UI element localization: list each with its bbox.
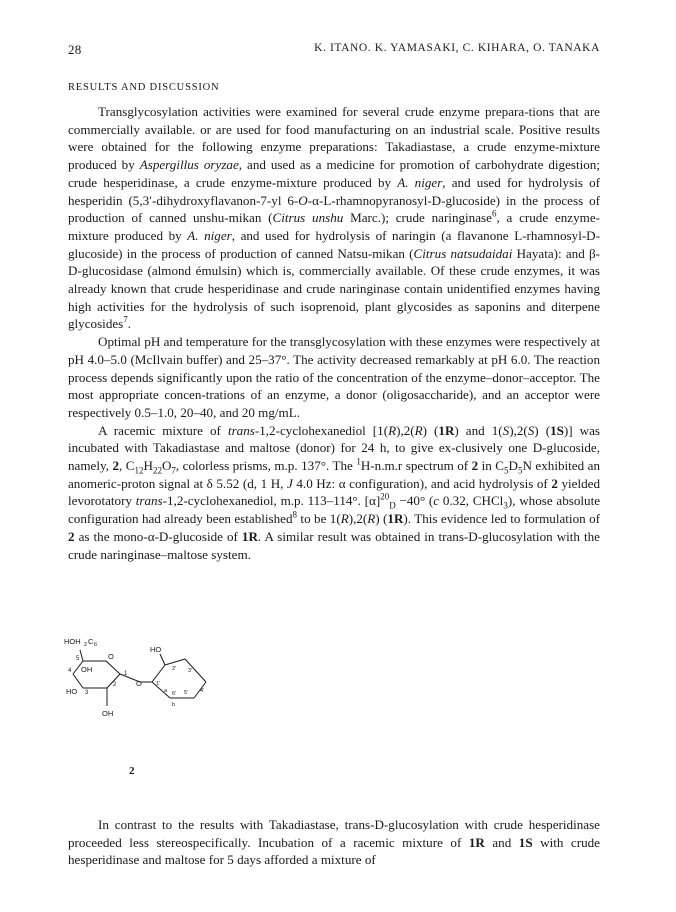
running-head: K. ITANO. K. YAMASAKI, C. KIHARA, O. TANAKA	[314, 42, 600, 54]
paragraph-2: Optimal pH and temperature for the transglycosylation with these enzymes were respectively at pH 4.0–5.0 (McIlvain buffer) and 25–37°. The activity decreased remarkably at pH 6.0. The reaction process depends significantly upon the ratio of the concentration of the enzyme–donor–acceptor. The most appropriate concen-trations of an enzyme, a donor (oligosaccharide), and an acceptor were respectively 0.5–1.0, 20–40, and 20 mg/mL.	[68, 334, 600, 420]
svg-text:a: a	[164, 688, 168, 694]
svg-text:HO: HO	[66, 687, 78, 696]
svg-text:6': 6'	[172, 691, 177, 697]
svg-text:b: b	[172, 702, 176, 708]
svg-text:4: 4	[68, 668, 72, 674]
body-text-continued	[68, 816, 600, 869]
svg-text:6: 6	[94, 642, 98, 648]
compound-number: 2	[129, 765, 135, 777]
structure-labels	[64, 637, 204, 718]
paragraph-3: A racemic mixture of trans-1,2-cyclohexanediol [1(R),2(R) (1R) and 1(S),2(S) (1S)] was incubated with Takadiastase and maltose (donor) for 24 h, to give ex-clusively one D-glucoside, namely, 2, $C_{12}H_{22}O_7$, colorless prisms, m.p. 137°. The $^1$H-n.m.r spectrum of 2 in $C_5D_5N$ exhibited an anomeric-proton signal at δ 5.52 (d, 1 H, J 4.0 Hz: α configuration), and acid hydrolysis of 2 yielded levorotatory trans-1,2-cyclohexanediol, m.p. 113–114°. $[\alpha]^{20}_D -40^\circ$ (c 0.32, CHCl$_3$), whose absolute configuration had already been established$^8$ to be 1(R),2(R) (1R). This evidence led to formulation of 2 as the mono-α-D-glucoside of 1R. A similar result was obtained in trans-D-glucosylation with the crude naringinase–maltose system.	[68, 422, 601, 562]
reference-8: 8	[292, 509, 298, 520]
glucose-ring	[73, 650, 140, 706]
svg-text:HO: HO	[150, 645, 162, 654]
reference-6: 6	[491, 208, 497, 219]
reference-7: 7	[123, 315, 128, 326]
svg-text:OH: OH	[81, 665, 93, 674]
svg-text:5': 5'	[184, 690, 189, 696]
svg-text:2': 2'	[172, 666, 177, 672]
paragraph-4: In contrast to the results with Takadiastase, trans-D-glucosylation with crude hesperidinase proceeded less stereospecifically. Incubation of a racemic mixture of 1R and 1S with crude hesperidinase and maltose for 5 days afforded a mixture of	[68, 817, 600, 868]
svg-text:O: O	[108, 652, 114, 661]
svg-text:3: 3	[85, 690, 89, 696]
svg-text:2: 2	[84, 642, 88, 648]
svg-text:5: 5	[76, 656, 80, 662]
svg-text:OH: OH	[102, 709, 114, 718]
svg-text:4': 4'	[200, 688, 205, 694]
svg-text:HOH: HOH	[64, 637, 81, 646]
svg-text:3': 3'	[188, 668, 193, 674]
svg-text:C: C	[88, 637, 94, 646]
paragraph-1: Transglycosylation activities were examined for several crude enzyme prepara-tions that are commercially available. or are used for food manufacturing on an industrial scale. Positive results were obtained for the following enzyme preparations: Takadiastase, a crude enzyme-mixture produced by Aspergillus oryzae, and used as a medicine for promotion of carbohydrate digestion; crude hesperidinase, a crude enzyme-mixture produced by A. niger, and used for hydrolysis of hesperidin (5,3′-dihydroxyflavanon-7-yl 6-O-α-L-rhamnopyranosyl-D-glucoside) in the process of production of canned unshu-mikan (Citrus unshu Marc.); crude naringinase$^6$, a crude enzyme-mixture produced by A. niger, and used for hydrolysis of naringin (a flavanone L-rhamnosyl-D-glucoside) in the process of production of canned Natsu-mikan (Citrus natsudaidai Hayata): and β-D-glucosidase (almond émulsin) which is, commercially available. Of these crude enzymes, it was already known that crude hesperidinase and crude naringinase contain unidentified enzymes having high activities for the hydrolysis of such isoprenoid, plant glycosides as saponins and diterpene glycosides$^7$.	[68, 104, 601, 332]
section-title: RESULTS AND DISCUSSION	[68, 82, 220, 93]
svg-text:1': 1'	[156, 681, 161, 687]
body-text	[68, 103, 600, 563]
page-number: 28	[68, 42, 82, 57]
svg-text:O: O	[136, 679, 142, 688]
glucoside-structure-diagram	[60, 630, 250, 730]
svg-text:1: 1	[124, 671, 128, 677]
svg-text:2: 2	[113, 682, 117, 688]
